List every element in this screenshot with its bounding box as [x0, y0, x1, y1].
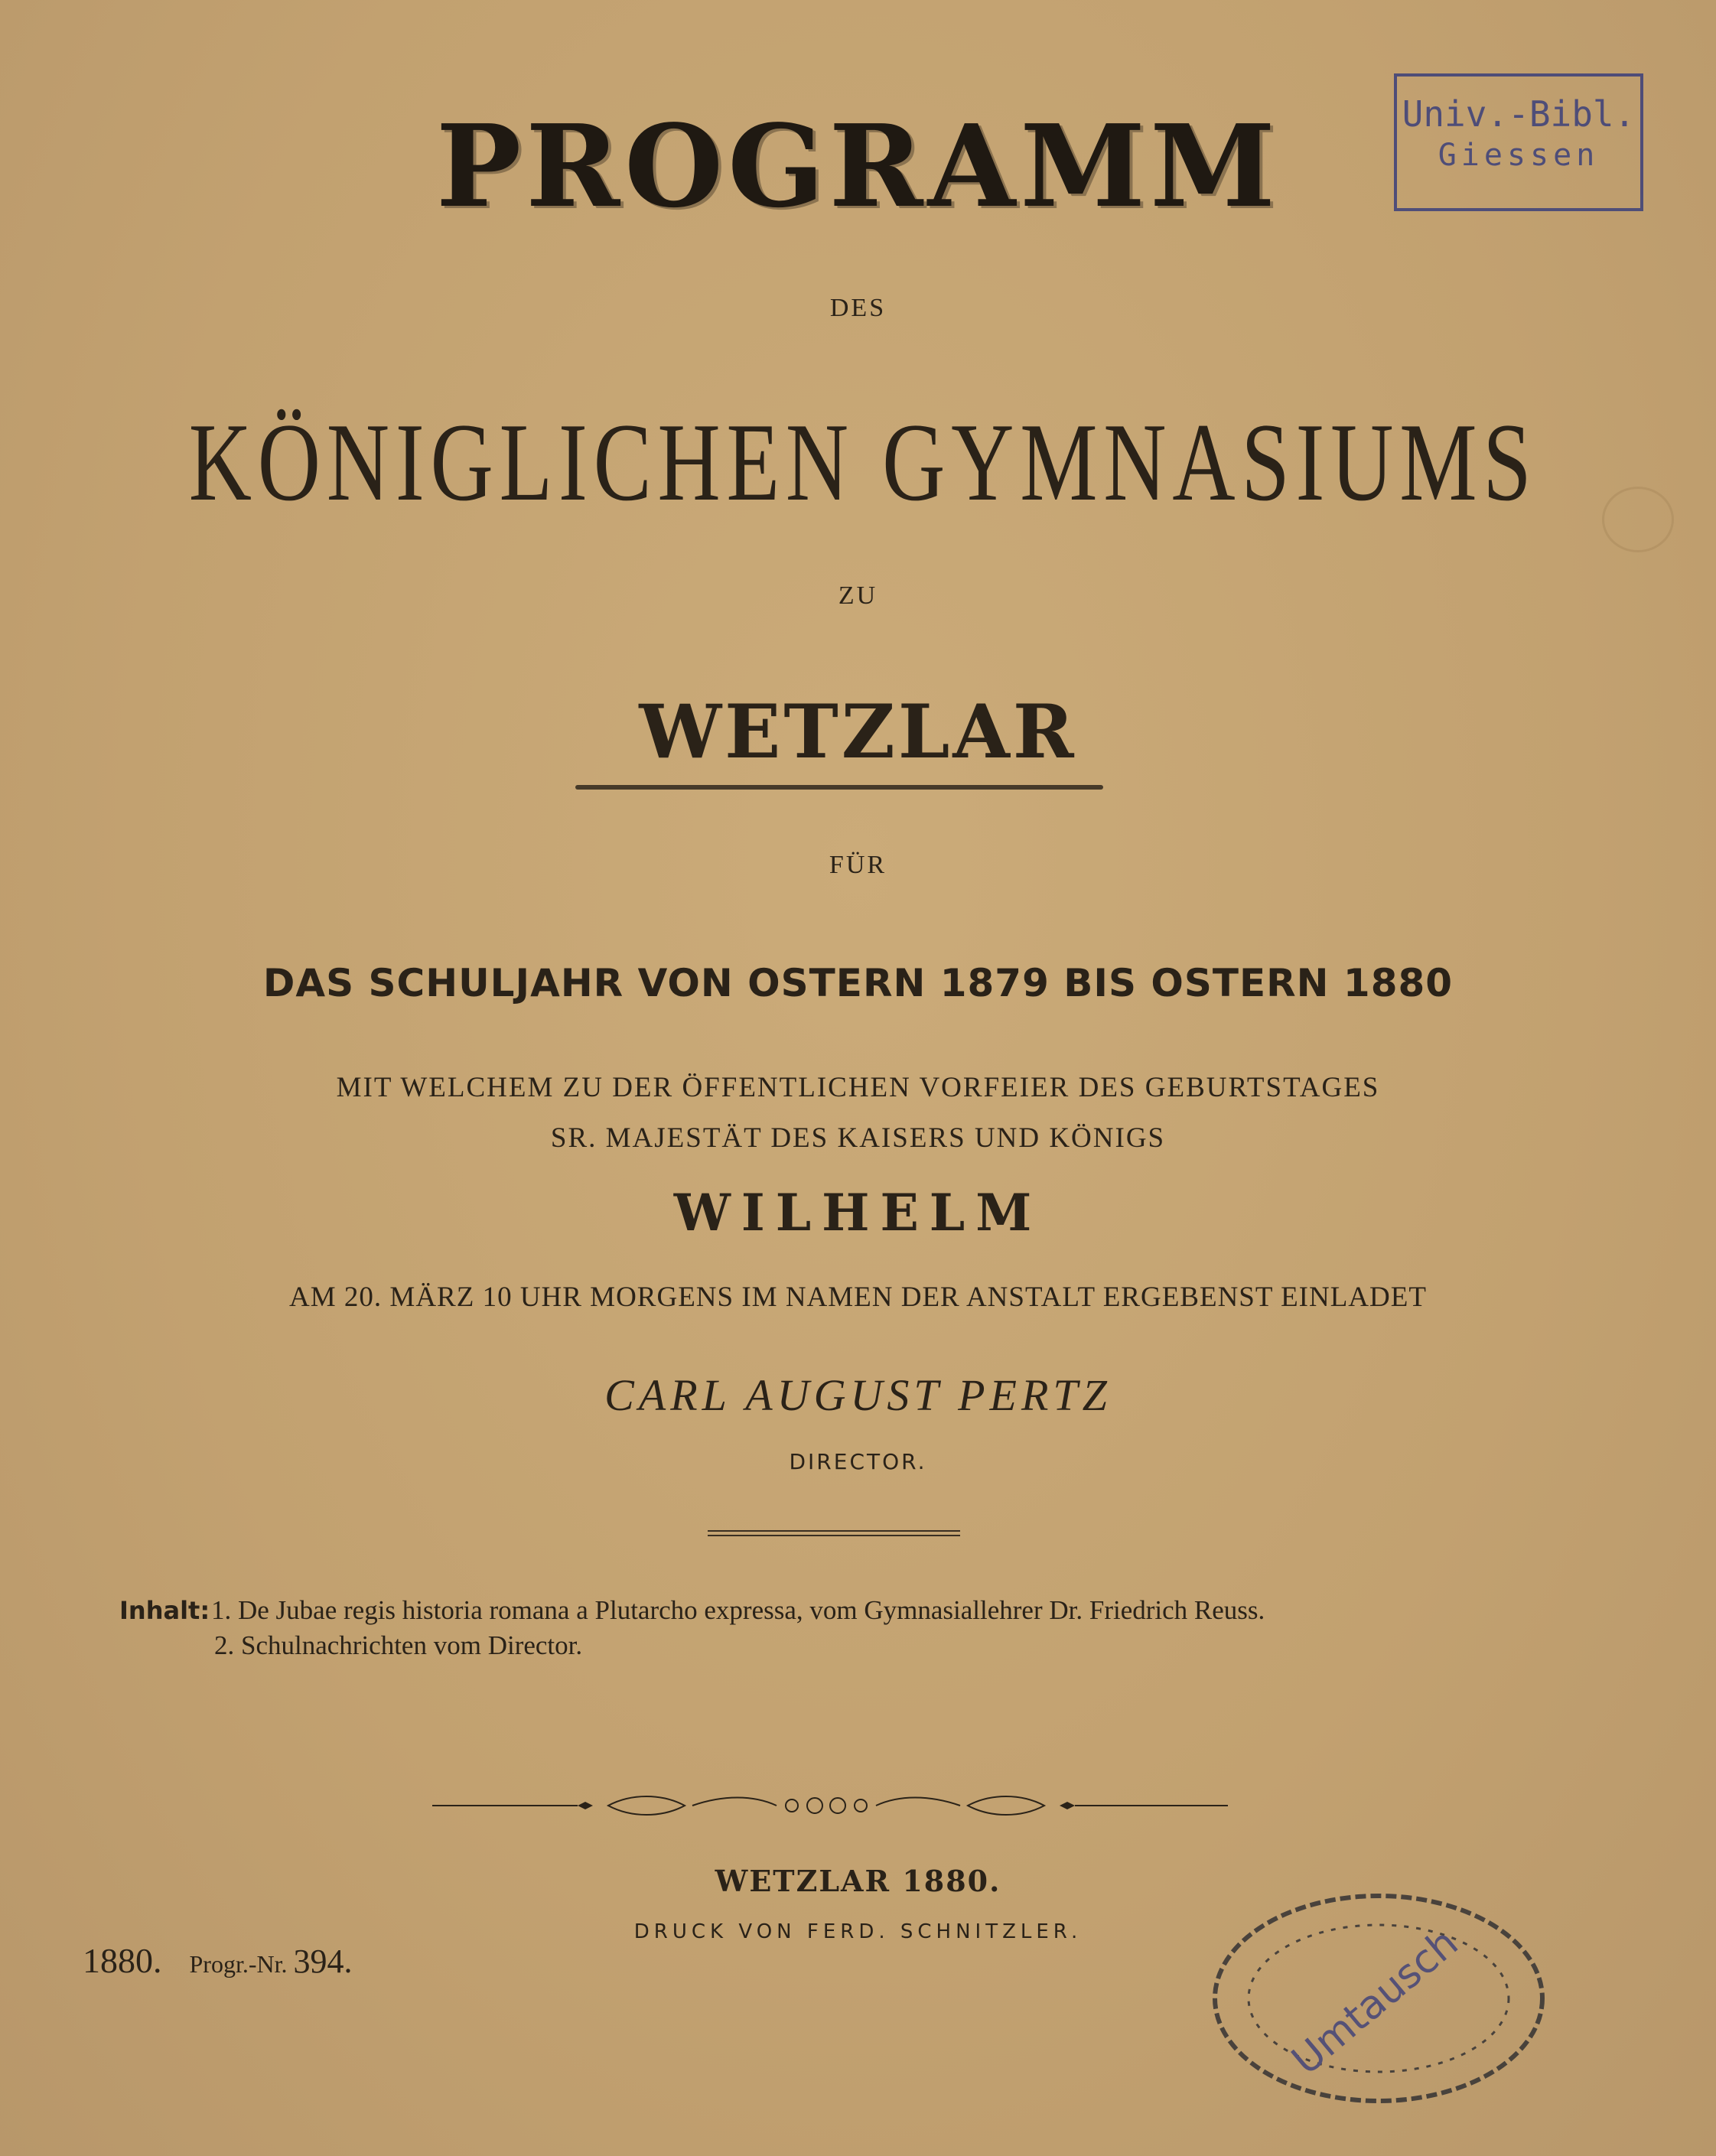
stain-spot — [1602, 487, 1674, 552]
invitation-line-1: MIT WELCHEM ZU DER ÖFFENTLICHEN VORFEIER DES GEBURTSTAGES — [336, 1072, 1380, 1103]
contents-item-1: 1. De Jubae regis historia romana a Plutarcho expressa, vom Gymnasiallehrer Dr. Friedrich Reuss. — [211, 1595, 1265, 1625]
library-stamp — [1394, 73, 1643, 211]
catalog-progr-number: 394. — [293, 1943, 353, 1980]
fuer-word: FÜR — [829, 851, 887, 879]
oval-stamp-text: Umtausch — [1283, 1920, 1467, 2085]
institution-name: KÖNIGLICHEN GYMNASIUMS — [188, 400, 1538, 524]
signatory-name: CARL AUGUST PERTZ — [604, 1370, 1112, 1420]
invitation-line-3: AM 20. MÄRZ 10 UHR MORGENS IM NAMEN DER ANSTALT ERGEBENST EINLADET — [289, 1282, 1427, 1313]
catalog-number — [83, 1940, 353, 1981]
contents-row-1 — [119, 1593, 1265, 1628]
city-name: WETZLAR — [639, 689, 1077, 775]
catalog-progr-label: Progr.-Nr. — [189, 1950, 288, 1978]
library-stamp-line-2: Giessen — [1438, 138, 1600, 173]
oval-exchange-stamp — [1204, 1884, 1553, 2113]
program-title: PROGRAMM — [435, 99, 1281, 233]
school-year: DAS SCHULJAHR VON OSTERN 1879 BIS OSTERN 1880 — [262, 961, 1454, 1005]
signatory-role: DIRECTOR. — [789, 1449, 927, 1474]
zu-word: ZU — [838, 581, 878, 610]
city-underline — [575, 785, 1103, 790]
emperor-name: WILHELM — [673, 1183, 1043, 1242]
imprint-printer: DRUCK VON FERD. SCHNITZLER. — [633, 1920, 1083, 1943]
catalog-year: 1880. — [83, 1941, 162, 1980]
invitation-line-2: SR. MAJESTÄT DES KAISERS UND KÖNIGS — [550, 1122, 1166, 1154]
contents-label: Inhalt: — [119, 1596, 210, 1625]
ornament-divider — [432, 1790, 1228, 1821]
des-word: DES — [829, 294, 887, 322]
imprint-place-year: WETZLAR 1880. — [715, 1864, 1001, 1898]
contents-item-2: 2. Schulnachrichten vom Director. — [214, 1630, 583, 1660]
library-stamp-line-1: Univ.-Bibl. — [1402, 93, 1636, 135]
contents-block — [119, 1593, 1265, 1663]
double-rule — [708, 1530, 960, 1536]
